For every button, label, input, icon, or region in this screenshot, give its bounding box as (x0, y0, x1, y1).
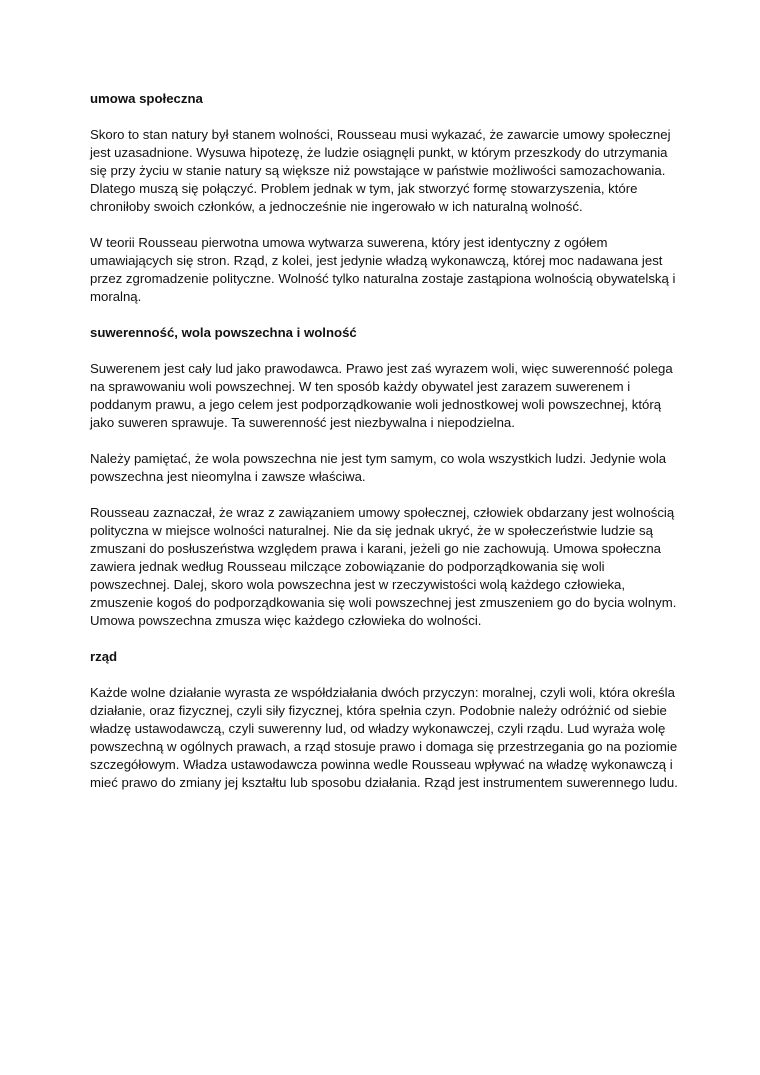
paragraph: W teorii Rousseau pierwotna umowa wytwarza suwerena, który jest identyczny z ogółem umawiających się stron. Rząd, z kolei, jest jedynie władzą wykonawczą, której moc nadawana jest przez zgromadzenie polityczne. Wolność tylko naturalna zostaje zastąpiona wolnością obywatelską i moralną. (90, 235, 676, 304)
section-heading-government: rząd (90, 649, 118, 664)
paragraph: Rousseau zaznaczał, że wraz z zawiązaniem umowy społecznej, człowiek obdarzany jest wolnością polityczna w miejsce wolności naturalnej. Nie da się jednak ukryć, że w społeczeństwie ludzie są zmuszani do posłuszeństwa względem prawa i karani, jeżeli go nie zachowują. Umowa społeczna zawiera jednak według Rousseau milczące zobowiązanie do podporządkowania się woli powszechnej. Dalej, skoro wola powszechna jest w rzeczywistości wolą każdego człowieka, zmuszenie kogoś do podporządkowania się woli powszechnej jest zmuszeniem go do bycia wolnym. Umowa powszechna zmusza więc każdego człowieka do wolności. (90, 505, 677, 628)
paragraph: Suwerenem jest cały lud jako prawodawca. Prawo jest zaś wyrazem woli, więc suwerenność polega na sprawowaniu woli powszechnej. W ten sposób każdy obywatel jest zarazem suwerenem i poddanym prawu, a jego celem jest podporządkowanie woli jednostkowej woli powszechnej, którą jako suweren sprawuje. Ta suwerenność jest niezbywalna i niepodzielna. (90, 361, 673, 430)
section-heading-sovereignty: suwerenność, wola powszechna i wolność (90, 325, 357, 340)
paragraph: Należy pamiętać, że wola powszechna nie jest tym samym, co wola wszystkich ludzi. Jedynie wola powszechna jest nieomylna i zawsze właściwa. (90, 451, 667, 484)
paragraph: Skoro to stan natury był stanem wolności, Rousseau musi wykazać, że zawarcie umowy społecznej jest uzasadnione. Wysuwa hipotezę, że ludzie osiągnęli punkt, w którym przeszkody do utrzymania się przy życiu w stanie natury są większe niż powstające w państwie możliwości samozachowania. Dlatego muszą się połączyć. Problem jednak w tym, jak stworzyć formę stowarzyszenia, które chroniłoby swoich członków, a jednocześnie nie ingerowało w ich naturalną wolność. (90, 127, 671, 214)
document-body (90, 90, 680, 810)
section-heading-social-contract: umowa społeczna (90, 91, 203, 106)
paragraph: Każde wolne działanie wyrasta ze współdziałania dwóch przyczyn: moralnej, czyli woli, która określa działanie, oraz fizycznej, czyli siły fizycznej, która spełnia czyn. Podobnie należy odróżnić od siebie władzę ustawodawczą, czyli suwerenny lud, od władzy wykonawczej, czyli rządu. Lud wyraża wolę powszechną w ogólnych prawach, a rząd stosuje prawo i domaga się przestrzegania go na poziomie szczegółowym. Władza ustawodawcza powinna wedle Rousseau wpływać na władzę wykonawczą i mieć prawo do zmiany jej kształtu lub sposobu działania. Rząd jest instrumentem suwerennego ludu. (90, 685, 678, 790)
